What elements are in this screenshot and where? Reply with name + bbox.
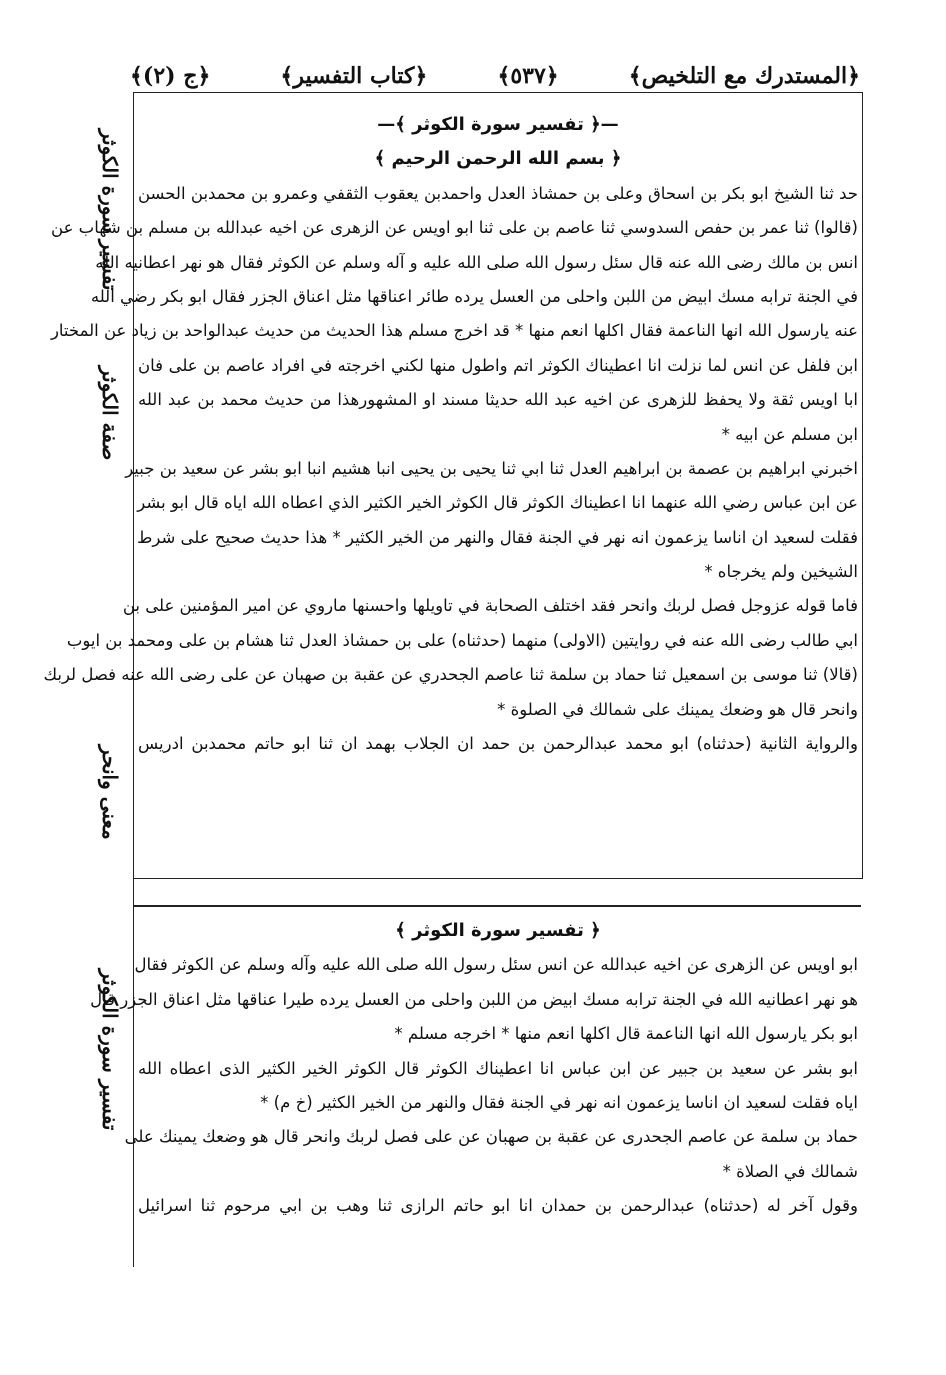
text-line: والرواية الثانية (حدثناه) ابو محمد عبدالرحمن بن حمد ان الجلاب بهمد ان ثنا ابو حاتم محمدبن ادريس <box>138 734 858 754</box>
running-header <box>130 56 860 96</box>
header-section: ﴿كتاب التفسير﴾ <box>280 63 428 89</box>
text-line: في الجنة ترابه مسك ابيض من اللبن واحلى من العسل يرده طائر اعناقها مثل اعناق الجزر فقال ابو بكر رضي الله <box>90 286 858 306</box>
summary-title: ﴿ تفسير سورة الكوثر ﴾ <box>395 920 601 941</box>
text-line: حد ثنا الشيخ ابو بكر بن اسحاق وعلى بن حمشاذ العدل واحمدبن يعقوب الثقفي وعمرو بن محمدبن الحسن <box>138 183 858 203</box>
text-line: انس بن مالك رضى الله عنه قال سئل رسول الله صلى الله عليه و آله وسلم عن الكوثر فقال هو نهر اعطانيه الله <box>95 252 858 272</box>
text-line: فاما قوله عزوجل فصل لربك وانحر فقد اختلف الصحابة في تاويلها واحسنها ماروي عن امير المؤمنين على بن <box>122 596 858 616</box>
text-line: ابن مسلم عن ابيه * <box>721 424 858 444</box>
summary-line: وقول آخر له (حدثناه) عبدالرحمن بن حمدان انا ابو حاتم الرازى ثنا وهب بن ابي مرحوم ثنا اسرائيل <box>138 1196 858 1216</box>
section-divider <box>133 878 861 879</box>
summary-line: ابو بشر عن سعيد بن جبير عن ابن عباس انا اعطيناك الكوثر قال الكوثر الخير الكثير الذى اعطاه الله <box>138 1058 858 1078</box>
text-line: الشيخين ولم يخرجاه * <box>704 562 858 582</box>
summary-line: ابو اويس عن الزهرى عن اخيه عبدالله عن انس سئل رسول الله صلى الله عليه وآله وسلم عن الكوثر فقال <box>134 955 858 975</box>
margin-note-4: تفسير سورة الكوثر <box>98 968 122 1130</box>
margin-note-1: تفسير سورة الكوثر <box>98 128 122 290</box>
header-book-title: ﴿المستدرك مع التلخيص﴾ <box>628 63 860 89</box>
summary-text <box>90 914 858 1224</box>
header-page-number: ﴿٥٣٧﴾ <box>497 63 559 89</box>
header-volume: ﴿ج (٢)﴾ <box>130 63 211 89</box>
summary-line: حماد بن سلمة عن عاصم الجحدرى عن عقبة بن صهبان عن على فصل لربك وانحر قال هو وضعك يمينك على <box>124 1127 858 1147</box>
summary-line: هو نهر اعطانيه الله في الجنة ترابه مسك ابيض من اللبن واحلى من العسل يرده طيرا عناقها مثل اعناق الجزر قال <box>90 989 858 1009</box>
section-title: —﴿ تفسير سورة الكوثر ﴾— <box>377 114 619 135</box>
text-line: عنه يارسول الله انها الناعمة فقال اكلها انعم منها * قد اخرج مسلم هذا الحديث من حديث عبدالواحد بن زياد عن المختار <box>50 321 858 341</box>
text-line: ابن فلفل عن انس لما نزلت انا اعطيناك الكوثر اتم واطول منها لكني اخرجته في افراد عاصم بن على فان <box>138 355 858 375</box>
text-line: وانحر قال هو وضعك يمينك على شمالك في الصلوة * <box>497 699 858 719</box>
text-line: (قالا) ثنا موسى بن اسمعيل ثنا حماد بن سلمة ثنا عاصم الجحدري عن عقبة بن صهبان عن على رضى الله عنه فصل لربك <box>43 665 858 685</box>
summary-line: شمالك في الصلاة * <box>722 1161 858 1181</box>
text-line: فقلت لسعيد ان اناسا يزعمون انه نهر في الجنة فقال والنهر من الخير الكثير * هذا حديث صحيح على شرط <box>137 527 858 547</box>
text-line: عن ابن عباس رضي الله عنهما انا اعطيناك الكوثر قال الكوثر الخير الكثير الذي اعطاه الله اياه قال ابو بشر <box>137 493 858 513</box>
basmala: ﴿ بسم الله الرحمن الرحيم ﴾ <box>374 148 622 170</box>
margin-note-2: صفة الكوثر <box>98 365 122 460</box>
text-line: اخبرني ابراهيم بن عصمة بن ابراهيم العدل ثنا ابي ثنا يحيى بن يحيى انبا هشيم انبا ابو بشر عن سعيد بن جبير <box>125 458 858 478</box>
text-line: ابي طالب رضى الله عنه في روايتين (الاولى) منهما (حدثناه) على بن حمشاذ العدل ثنا هشام بن على ومحمد بن ايوب <box>66 630 858 650</box>
text-line: (قالوا) ثنا عمر بن حفص السدوسي ثنا عاصم بن على ثنا ابو اويس عن الزهرى عن اخيه عبدالله بن مسلم بن شهاب عن <box>51 218 858 238</box>
text-line: ابا اويس ثقة ولا يحفظ للزهرى عن اخيه عبد الله حديثا مسند او المشهورهذا من حديث محمد بن عبد الله <box>138 390 858 410</box>
summary-line: ابو بكر يارسول الله انها الناعمة قال اكلها انعم منها * اخرجه مسلم * <box>394 1024 858 1044</box>
summary-line: اياه فقلت لسعيد ان اناسا يزعمون انه نهر في الجنة فقال والنهر من الخير الكثير (خ م) * <box>260 1092 858 1112</box>
margin-note-3: معنى وانحر <box>98 745 122 840</box>
